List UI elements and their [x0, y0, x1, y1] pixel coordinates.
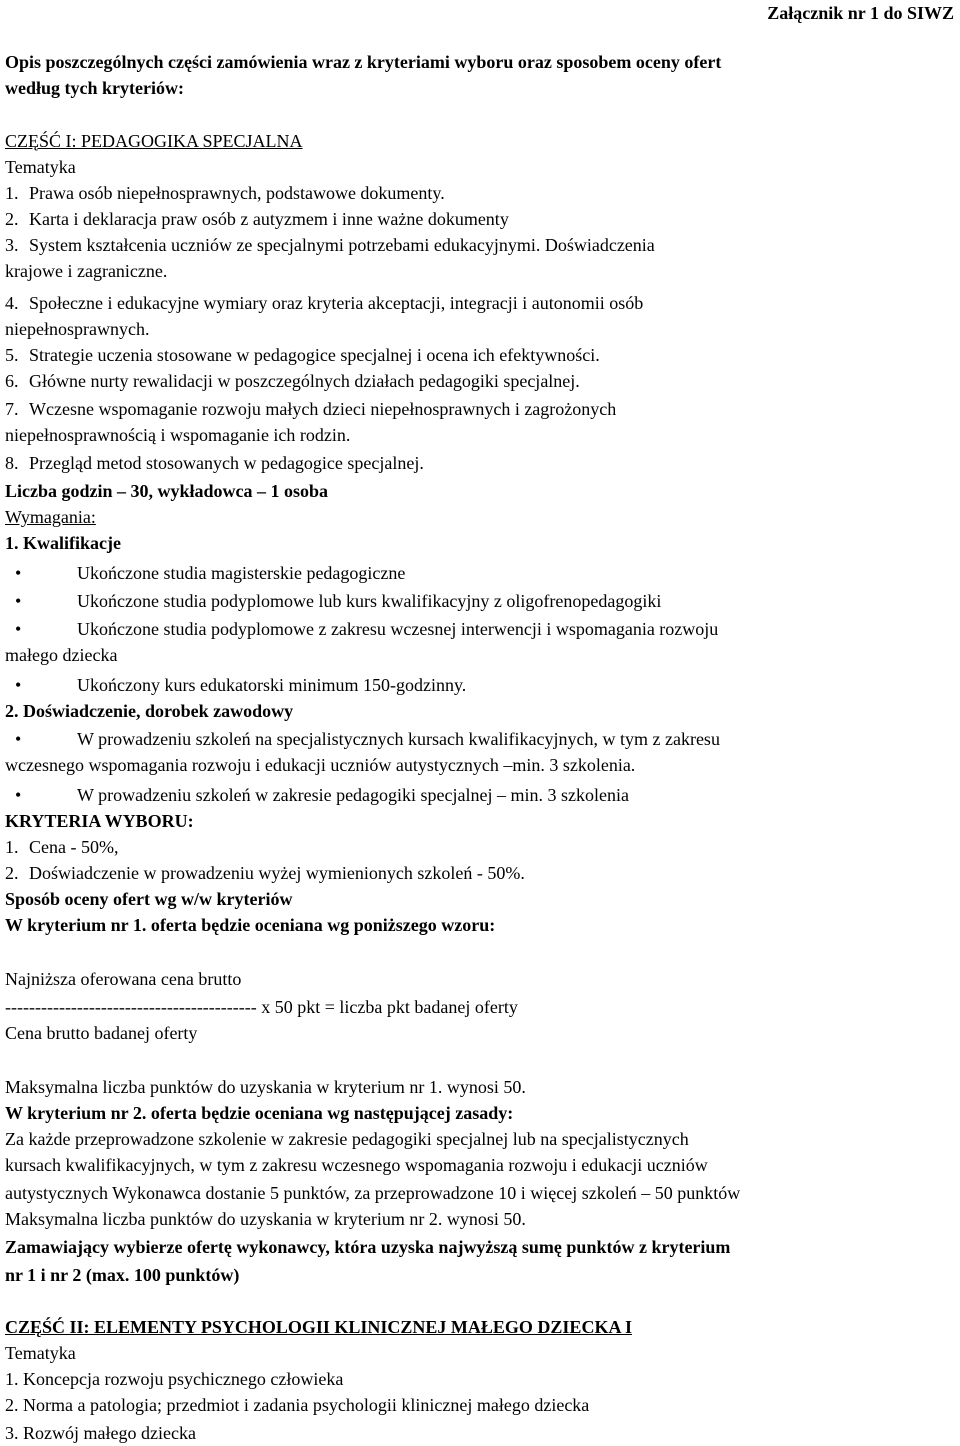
text-line — [5, 75, 184, 101]
line-text: autystycznych Wykonawca dostanie 5 punktów, za przeprowadzone 10 i więcej szkoleń – 50 punktów — [5, 1183, 741, 1203]
text-line — [5, 1420, 196, 1446]
line-text: Tematyka — [5, 1343, 76, 1363]
bullet-icon: • — [15, 785, 22, 805]
line-text: kursach kwalifikacyjnych, w tym z zakresu wczesnego wspomagania rozwoju i edukacji uczniów — [5, 1155, 708, 1175]
line-text: W prowadzeniu szkoleń na specjalistycznych kursach kwalifikacyjnych, w tym z zakresu — [77, 729, 720, 749]
text-line — [5, 49, 721, 75]
item-number: 5. — [5, 345, 19, 365]
text-line — [5, 698, 293, 724]
item-number: 3. — [5, 235, 19, 255]
text-line — [5, 642, 117, 668]
line-text: Liczba godzin – 30, wykładowca – 1 osoba — [5, 481, 329, 501]
bullet-icon: • — [15, 675, 22, 695]
numbered-item — [5, 450, 424, 476]
line-text: Doświadczenie w prowadzeniu wyżej wymienionych szkoleń - 50%. — [29, 863, 525, 883]
line-text: 2. Doświadczenie, dorobek zawodowy — [5, 701, 294, 721]
line-text: CZĘŚĆ I: PEDAGOGIKA SPECJALNA — [5, 131, 303, 151]
line-text: 1. Koncepcja rozwoju psychicznego człowieka — [5, 1369, 344, 1389]
line-text: Ukończone studia podyplomowe z zakresu wczesnej interwencji i wspomagania rozwoju — [77, 619, 719, 639]
line-text: Opis poszczególnych części zamówienia wraz z kryteriami wyboru oraz sposobem oceny ofert — [5, 52, 722, 72]
text-line — [5, 886, 292, 912]
line-text: Cena brutto badanej oferty — [5, 1023, 198, 1043]
line-text: wczesnego wspomagania rozwoju i edukacji uczniów autystycznych –min. 3 szkolenia. — [5, 755, 636, 775]
line-text: Tematyka — [5, 157, 76, 177]
text-line — [5, 1366, 343, 1392]
line-text: Wymagania: — [5, 507, 96, 527]
item-number: 8. — [5, 453, 19, 473]
line-text: Maksymalna liczba punktów do uzyskania w kryterium nr 1. wynosi 50. — [5, 1077, 526, 1097]
numbered-item — [5, 396, 616, 422]
line-text: niepełnosprawnością i wspomaganie ich rodzin. — [5, 425, 351, 445]
text-line — [5, 912, 495, 938]
item-number: 2. — [5, 863, 19, 883]
line-text: KRYTERIA WYBORU: — [5, 811, 194, 831]
attachment-header: Załącznik nr 1 do SIWZ — [767, 3, 954, 23]
item-number: 1. — [5, 837, 19, 857]
bullet-icon: • — [15, 591, 22, 611]
line-text: Maksymalna liczba punktów do uzyskania w kryterium nr 2. wynosi 50. — [5, 1209, 526, 1229]
text-line — [5, 1100, 513, 1126]
text-line — [5, 316, 149, 342]
line-text: Wczesne wspomaganie rozwoju małych dzieci niepełnosprawnych i zagrożonych — [29, 399, 617, 419]
line-text: Główne nurty rewalidacji w poszczególnych działach pedagogiki specjalnej. — [29, 371, 580, 391]
item-number: 7. — [5, 399, 19, 419]
line-text: 2. Norma a patologia; przedmiot i zadania psychologii klinicznej małego dziecka — [5, 1395, 590, 1415]
text-line — [5, 1180, 740, 1206]
item-number: 4. — [5, 293, 19, 313]
line-text: W prowadzeniu szkoleń w zakresie pedagogiki specjalnej – min. 3 szkolenia — [77, 785, 629, 805]
line-text: System kształcenia uczniów ze specjalnymi potrzebami edukacyjnymi. Doświadczenia — [29, 235, 655, 255]
text-line — [5, 1340, 76, 1366]
numbered-item — [5, 232, 655, 258]
text-line — [5, 1206, 526, 1232]
line-text: Cena - 50%, — [29, 837, 119, 857]
line-text: 3. Rozwój małego dziecka — [5, 1423, 196, 1443]
bullet-icon: • — [15, 619, 22, 639]
bullet-icon: • — [15, 563, 22, 583]
text-line — [5, 1234, 730, 1260]
line-text: CZĘŚĆ II: ELEMENTY PSYCHOLOGII KLINICZNEJ MAŁEGO DZIECKA I — [5, 1317, 632, 1337]
text-line — [5, 258, 167, 284]
line-text: małego dziecka — [5, 645, 118, 665]
line-text: Przegląd metod stosowanych w pedagogice specjalnej. — [29, 453, 424, 473]
line-text: W kryterium nr 1. oferta będzie oceniana wg poniższego wzoru: — [5, 915, 496, 935]
text-line — [5, 478, 328, 504]
line-text: Ukończone studia podyplomowe lub kurs kwalifikacyjny z oligofrenopedagogiki — [77, 591, 662, 611]
line-text: Sposób oceny ofert wg w/w kryteriów — [5, 889, 293, 909]
numbered-item — [5, 342, 600, 368]
line-text: Prawa osób niepełnosprawnych, podstawowe dokumenty. — [29, 183, 445, 203]
bullet-item — [5, 672, 466, 698]
numbered-item — [5, 834, 118, 860]
bullet-item — [5, 726, 720, 752]
line-text: Karta i deklaracja praw osób z autyzmem i inne ważne dokumenty — [29, 209, 509, 229]
item-number: 2. — [5, 209, 19, 229]
item-number: 6. — [5, 371, 19, 391]
line-text: W kryterium nr 2. oferta będzie oceniana wg następującej zasady: — [5, 1103, 514, 1123]
numbered-item — [5, 860, 525, 886]
item-number: 1. — [5, 183, 19, 203]
numbered-item — [5, 290, 643, 316]
text-line — [5, 808, 194, 834]
text-line — [5, 994, 518, 1020]
text-line — [5, 1152, 708, 1178]
text-line — [5, 1392, 589, 1418]
text-line — [5, 154, 76, 180]
text-line — [5, 422, 350, 448]
text-line — [5, 1126, 689, 1152]
numbered-item — [5, 368, 580, 394]
line-text: Strategie uczenia stosowane w pedagogice specjalnej i ocena ich efektywności. — [29, 345, 600, 365]
text-line — [5, 966, 241, 992]
line-text: według tych kryteriów: — [5, 78, 184, 98]
text-line — [5, 1074, 526, 1100]
text-line — [5, 1262, 239, 1288]
bullet-item — [5, 560, 405, 586]
line-text: Zamawiający wybierze ofertę wykonawcy, która uzyska najwyższą sumę punktów z kryterium — [5, 1237, 731, 1257]
line-text: Społeczne i edukacyjne wymiary oraz kryteria akceptacji, integracji i autonomii osób — [29, 293, 644, 313]
text-line — [5, 1314, 632, 1340]
line-text: ------------------------------------------ x 50 pkt = liczba pkt badanej oferty — [5, 997, 518, 1017]
bullet-item — [5, 782, 629, 808]
bullet-icon: • — [15, 729, 22, 749]
line-text: krajowe i zagraniczne. — [5, 261, 168, 281]
numbered-item — [5, 206, 509, 232]
line-text: Najniższa oferowana cena brutto — [5, 969, 242, 989]
text-line — [5, 504, 96, 530]
text-line — [5, 1020, 197, 1046]
bullet-item — [5, 616, 718, 642]
text-line — [5, 530, 121, 556]
line-text: 1. Kwalifikacje — [5, 533, 121, 553]
text-line — [5, 128, 303, 154]
line-text: Za każde przeprowadzone szkolenie w zakresie pedagogiki specjalnej lub na specjalistycznych — [5, 1129, 689, 1149]
line-text: nr 1 i nr 2 (max. 100 punktów) — [5, 1265, 240, 1285]
numbered-item — [5, 180, 445, 206]
bullet-item — [5, 588, 661, 614]
line-text: Ukończony kurs edukatorski minimum 150-godzinny. — [77, 675, 467, 695]
line-text: niepełnosprawnych. — [5, 319, 150, 339]
line-text: Ukończone studia magisterskie pedagogiczne — [77, 563, 406, 583]
text-line — [5, 752, 635, 778]
